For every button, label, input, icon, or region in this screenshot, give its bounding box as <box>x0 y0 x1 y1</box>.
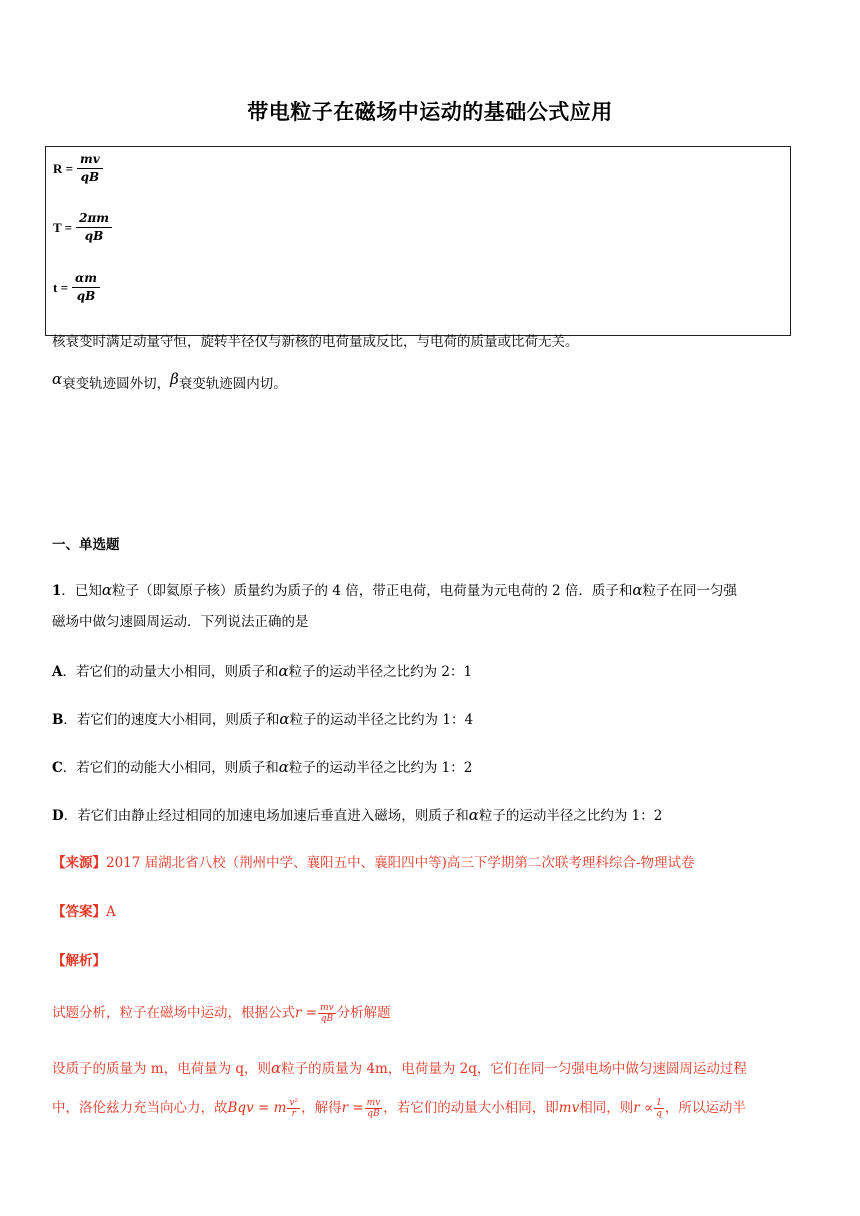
option-d <box>52 805 662 826</box>
math-expression: r = <box>295 1005 318 1021</box>
answer-text: A <box>106 904 116 920</box>
option-label: B <box>52 712 64 728</box>
option-b <box>52 709 473 730</box>
option-a <box>52 661 472 682</box>
formula-lhs: R = <box>53 160 74 176</box>
analysis-text: ，解得 <box>301 1100 342 1116</box>
alpha-symbol: α <box>632 581 643 599</box>
fraction-denominator: qB <box>76 289 96 303</box>
alpha-symbol: α <box>271 1059 282 1077</box>
stem-text: ．已知 <box>61 583 102 599</box>
option-label: C <box>52 760 63 776</box>
option-text: ．若它们的动能大小相同，则质子和 <box>62 760 279 776</box>
fraction-denominator: qB <box>367 1109 380 1119</box>
math-expression: r = <box>341 1100 364 1116</box>
inline-fraction <box>654 1098 664 1119</box>
analysis-paragraph-1 <box>52 1003 391 1024</box>
option-text: ．若它们由静止经过相同的加速电场加速后垂直进入磁场，则质子和 <box>63 808 469 824</box>
analysis-text: 设质子的质量为 m，电荷量为 q，则 <box>52 1061 272 1077</box>
option-text: ．若它们的速度大小相同，则质子和 <box>63 712 280 728</box>
math-expression: mv <box>558 1100 580 1116</box>
fraction-denominator: qB <box>320 1014 334 1024</box>
analysis-text: 粒子的质量为 4m，电荷量为 2q，它们在同一匀强电场中做匀速圆周运动过程 <box>281 1061 747 1077</box>
analysis-text: 相同，则 <box>579 1100 634 1116</box>
option-text: 粒子的运动半径之比约为 2：1 <box>288 664 473 680</box>
formula-radius <box>53 152 103 185</box>
fraction-numerator: αm <box>72 271 100 288</box>
source-line <box>52 853 694 873</box>
fraction-denominator: q <box>656 1109 662 1119</box>
alpha-symbol: α <box>52 370 63 388</box>
fraction-numerator: mv <box>366 1098 381 1108</box>
fraction-denominator: qB <box>80 170 100 184</box>
alpha-symbol: α <box>278 662 289 680</box>
page-title: 带电粒子在磁场中运动的基础公式应用 <box>247 100 613 124</box>
option-c <box>52 757 472 778</box>
beta-symbol: β <box>170 370 179 388</box>
fraction-numerator: v² <box>289 1098 299 1108</box>
analysis-heading <box>52 951 106 971</box>
option-text: 粒子的运动半径之比约为 1：4 <box>289 712 474 728</box>
formula-time <box>53 271 100 304</box>
fraction-denominator: r <box>291 1109 296 1119</box>
question-stem-line-1 <box>52 580 737 601</box>
question-stem-line-2: 磁场中做匀速圆周运动．下列说法正确的是 <box>52 614 309 630</box>
formula-fraction <box>72 271 100 304</box>
option-label: A <box>52 664 63 680</box>
formula-fraction <box>76 211 112 244</box>
alpha-symbol: α <box>279 710 290 728</box>
fraction-denominator: qB <box>84 229 104 243</box>
math-expression: r ∝ <box>633 1100 654 1116</box>
answer-label: 【答案】 <box>52 904 106 920</box>
analysis-text: 分析解题 <box>336 1005 391 1021</box>
formula-lhs: t = <box>53 279 68 295</box>
analysis-text: ，所以运动半 <box>664 1100 746 1116</box>
answer-line <box>52 902 116 922</box>
option-text: 粒子的运动半径之比约为 1：2 <box>288 760 473 776</box>
formula-fraction <box>77 152 103 185</box>
fraction-numerator: 1 <box>656 1098 662 1108</box>
option-text: 粒子的运动半径之比约为 1：2 <box>478 808 663 824</box>
analysis-label: 【解析】 <box>52 953 106 969</box>
analysis-paragraph-2 <box>52 1058 747 1079</box>
option-text: ．若它们的动量大小相同，则质子和 <box>62 664 279 680</box>
stem-text: 粒子（即氦原子核）质量约为质子的 4 倍，带正电荷，电荷量为元电荷的 2 倍．质子和 <box>112 583 633 599</box>
inline-fraction <box>318 1003 336 1024</box>
note-text: 衰变轨迹圆外切， <box>62 376 171 392</box>
question-number: 1 <box>52 583 62 599</box>
note-line-1: 核衰变时满足动量守恒，旋转半径仅与新核的电荷量成反比，与电荷的质量或比荷无关。 <box>52 334 579 350</box>
alpha-symbol: α <box>101 581 113 599</box>
note-line-2 <box>52 370 287 394</box>
alpha-symbol: α <box>468 806 479 824</box>
stem-text: 粒子在同一匀强 <box>642 583 738 599</box>
analysis-text: ，若它们的动量大小相同，即 <box>383 1100 559 1116</box>
fraction-numerator: mv <box>320 1003 334 1013</box>
math-expression: Bqv = m <box>227 1100 287 1116</box>
alpha-symbol: α <box>278 758 289 776</box>
analysis-text: 中，洛伦兹力充当向心力，故 <box>52 1100 228 1116</box>
source-label: 【来源】 <box>52 855 106 871</box>
formula-period <box>53 211 112 244</box>
option-label: D <box>52 808 64 824</box>
note-text: 衰变轨迹圆内切。 <box>178 376 287 392</box>
formula-box <box>45 146 791 336</box>
source-text: 2017 届湖北省八校（荆州中学、襄阳五中、襄阳四中等)高三下学期第二次联考理科综合-物理试卷 <box>106 855 695 871</box>
inline-fraction <box>365 1098 383 1119</box>
fraction-numerator: mv <box>77 152 103 169</box>
section-heading: 一、单选题 <box>52 537 120 553</box>
analysis-paragraph-3 <box>52 1098 746 1119</box>
inline-fraction <box>287 1098 300 1119</box>
formula-lhs: T = <box>53 219 73 235</box>
fraction-numerator: 2πm <box>76 211 112 228</box>
analysis-text: 试题分析，粒子在磁场中运动，根据公式 <box>52 1005 295 1021</box>
